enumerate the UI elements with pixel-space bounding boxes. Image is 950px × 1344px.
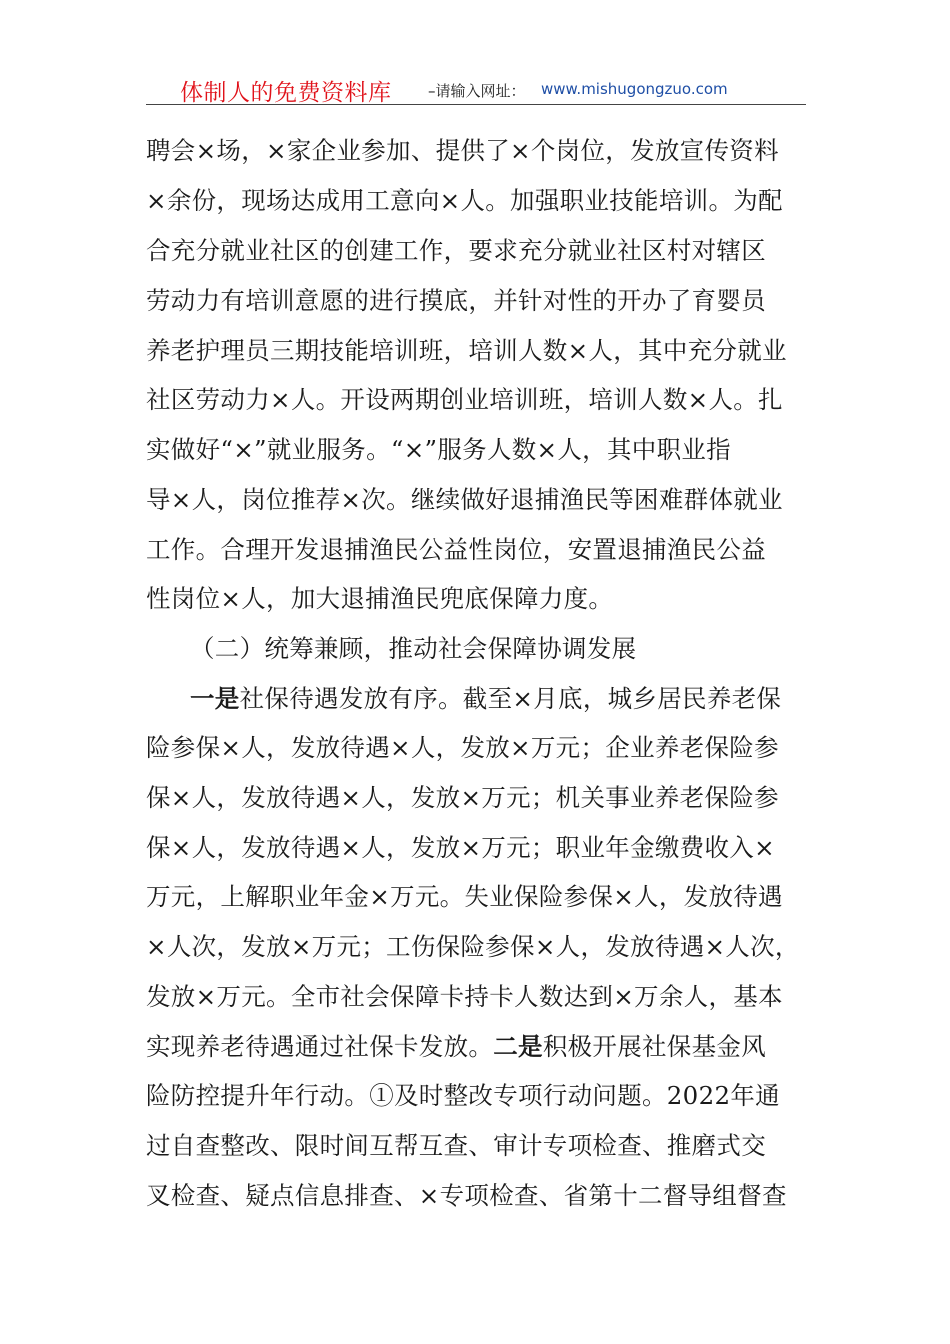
text-line xyxy=(146,1030,810,1064)
text-line: 保×人，发放待遇×人，发放×万元；职业年金缴费收入× xyxy=(146,833,775,862)
url-prompt: –请输入网址： xyxy=(428,82,526,100)
text-line: 保×人，发放待遇×人，发放×万元；机关事业养老保险参 xyxy=(146,783,779,812)
text-line: 实做好“×”就业服务。“×”服务人数×人，其中职业指 xyxy=(146,435,731,464)
text-run: 社保待遇发放有序。截至×月底，城乡居民养老保 xyxy=(239,684,782,713)
text-line: 性岗位×人，加大退捕渔民兜底保障力度。 xyxy=(146,584,614,613)
text-line: 叉检查、疑点信息排查、×专项检查、省第十二督导组督查 xyxy=(146,1181,787,1210)
text-run: 积极开展社保基金风 xyxy=(542,1032,767,1061)
bold-lead: 二是 xyxy=(493,1032,543,1061)
site-url-link[interactable]: www.mishugongzuo.com xyxy=(541,80,728,98)
text-line: ×人次，发放×万元；工伤保险参保×人，发放待遇×人次， xyxy=(146,932,800,961)
text-line: 导×人，岗位推荐×次。继续做好退捕渔民等困难群体就业 xyxy=(146,485,783,514)
text-line: ×余份，现场达成用工意向×人。加强职业技能培训。为配 xyxy=(146,186,783,215)
text-line: 聘会×场，×家企业参加、提供了×个岗位，发放宣传资料 xyxy=(146,136,779,165)
text-line: 险参保×人，发放待遇×人，发放×万元；企业养老保险参 xyxy=(146,733,779,762)
bold-lead: 一是 xyxy=(190,684,240,713)
text-line: 合充分就业社区的创建工作，要求充分就业社区村对辖区 xyxy=(146,236,766,265)
section-heading: （二）统筹兼顾，推动社会保障协调发展 xyxy=(190,634,637,663)
text-line: 工作。合理开发退捕渔民公益性岗位，安置退捕渔民公益 xyxy=(146,535,766,564)
text-line: 养老护理员三期技能培训班，培训人数×人，其中充分就业 xyxy=(146,336,787,365)
text-line: 社区劳动力×人。开设两期创业培训班，培训人数×人。扎 xyxy=(146,385,783,414)
text-line: 险防控提升年行动。①及时整改专项行动问题。2022年通 xyxy=(146,1081,780,1110)
text-run: 实现养老待遇通过社保卡发放。 xyxy=(146,1032,494,1061)
text-line xyxy=(190,682,854,716)
text-line: 万元，上解职业年金×万元。失业保险参保×人，发放待遇 xyxy=(146,882,783,911)
text-line: 过自查整改、限时间互帮互查、审计专项检查、推磨式交 xyxy=(146,1131,766,1160)
page-header xyxy=(146,72,806,105)
text-line: 发放×万元。全市社会保障卡持卡人数达到×万余人，基本 xyxy=(146,982,783,1011)
site-brand: 体制人的免费资料库 xyxy=(180,80,392,106)
text-line: 劳动力有培训意愿的进行摸底，并针对性的开办了育婴员 xyxy=(146,286,766,315)
